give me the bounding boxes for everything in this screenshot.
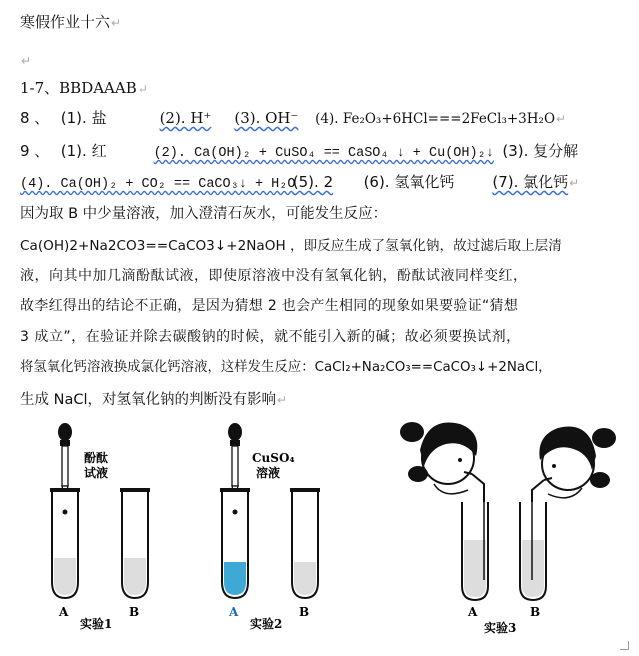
question-8 (20, 108, 566, 129)
test-tube-b (520, 480, 546, 600)
paragraph-line-1: 因为取 B 中少量溶液，加入澄清石灰水，可能发生反应： (20, 206, 388, 222)
exp2-reagent-label-2: 溶液 (256, 466, 281, 480)
dropper-icon (58, 423, 72, 498)
q9-part-3: (3). 复分解 (502, 142, 579, 160)
q8-part-1: (1). 盐 (60, 109, 107, 127)
exp2-label-b: B (299, 605, 310, 619)
experiment-2-figure (200, 422, 340, 630)
exp3-label-a: A (468, 605, 478, 619)
paragraph-mark-icon: ↵ (277, 393, 288, 407)
q9-number: 9 、 (20, 142, 50, 160)
exp1-label-b: B (129, 605, 140, 619)
q8-part-4: (4). Fe₂O₃+6HCl===2FeCl₃+3H₂O (315, 111, 556, 127)
exp2-reagent-label-1: CuSO₄ (252, 451, 295, 465)
paragraph-mark-icon: ↵ (21, 54, 32, 68)
test-tube-b (290, 488, 320, 598)
dropper-icon (228, 423, 242, 498)
girl-blowing-icon (400, 422, 477, 494)
exp1-caption: 实验1 (80, 617, 113, 630)
experiment-1-figure (30, 422, 170, 630)
exp2-caption: 实验2 (250, 617, 283, 630)
q9-part-7: (7). 氯化钙 (492, 173, 569, 191)
q9-part-4: (4). Ca(OH)₂ + CO₂ == CaCO₃↓ + H₂O (20, 177, 296, 192)
paragraph-line-3: 液，向其中加几滴酚酞试液，即使原溶液中没有氢氧化钠，酚酞试液同样变红， (20, 268, 528, 284)
exp1-reagent-label-1: 酚酞 (84, 451, 109, 465)
test-tube-a (220, 488, 250, 598)
paragraph-line-6: 将氢氧化钙溶液换成氯化钙溶液，这样发生反应：CaCl₂+Na₂CO₃==CaCO₃↓+2NaCl， (20, 360, 552, 375)
paragraph-mark-icon: ↵ (137, 82, 148, 96)
exp3-label-b: B (530, 605, 541, 619)
test-tube-b (120, 488, 150, 598)
q9-part-2: (2). Ca(OH)₂ + CuSO₄ == CaSO₄ ↓ + Cu(OH)₂↓ (153, 146, 494, 161)
answers-1-7-text: 1-7、BBDAAAB (20, 79, 137, 97)
answers-1-7 (20, 78, 148, 99)
page-title (20, 12, 121, 33)
paragraph-line-2: Ca(OH)2+Na2CO3==CaCO3↓+2NaOH ，即反应生成了氢氧化钠，故过滤后取上层清 (20, 238, 562, 254)
test-tube-a (50, 488, 80, 598)
paragraph-mark-icon: ↵ (556, 112, 567, 126)
experiment-3-figure (398, 410, 618, 635)
paragraph-line-7-text: 生成 NaCl，对氢氧化钠的判断没有影响 (20, 392, 276, 408)
paragraph-mark-icon: ↵ (569, 176, 580, 190)
question-9-line-1 (20, 141, 578, 164)
empty-line (20, 50, 31, 71)
test-tube-a (462, 474, 488, 600)
exp1-reagent-label-2: 试液 (84, 466, 109, 480)
q8-part-2: (2). H⁺ (159, 109, 212, 127)
q8-part-3: (3). OH⁻ (234, 109, 299, 127)
exp3-caption: 实验3 (484, 621, 517, 635)
title-text: 寒假作业十六 (20, 13, 111, 31)
paragraph-line-5: 3 成立”，在验证并除去碳酸钠的时候，就不能引入新的碱；故必须要换试剂， (20, 329, 521, 345)
question-9-line-2 (20, 172, 579, 195)
q8-number: 8 、 (20, 109, 50, 127)
paragraph-mark-icon: ↵ (111, 16, 122, 30)
exp2-label-a: A (229, 605, 239, 619)
exp1-label-a: A (59, 605, 69, 619)
q9-part-6: (6). 氢氧化钙 (363, 173, 455, 191)
girl-blowing-icon (539, 427, 616, 498)
q9-part-5: (5). 2 (292, 173, 334, 191)
page-corner-mark (620, 641, 629, 650)
paragraph-line-7 (20, 390, 287, 410)
q9-part-1: (1). 红 (60, 142, 107, 160)
paragraph-line-4: 故李红得出的结论不正确，是因为猜想 2 也会产生相同的现象如果要验证“猜想 (20, 298, 519, 314)
